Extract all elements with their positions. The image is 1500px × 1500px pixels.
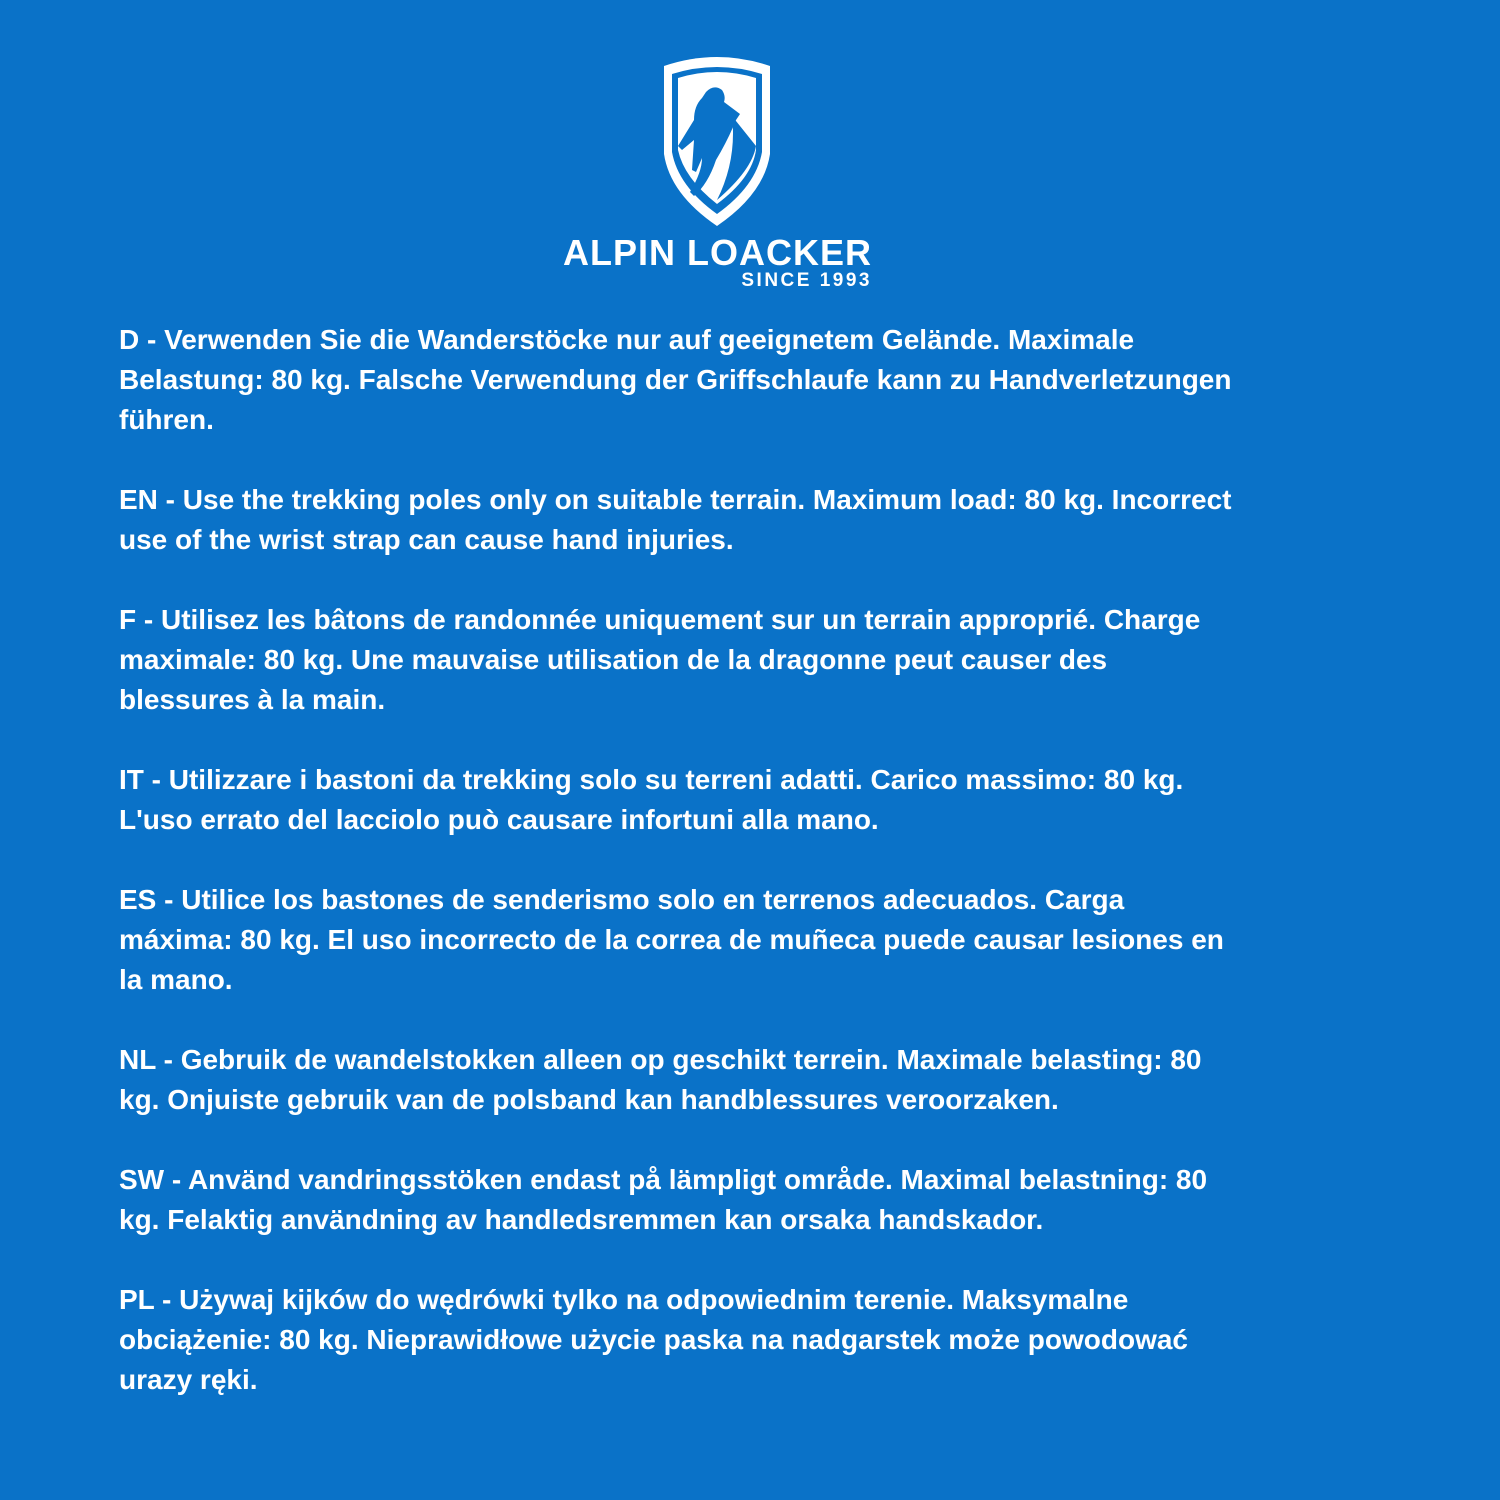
instruction-line: blessures à la main.: [119, 684, 386, 715]
instruction-paragraph: [119, 1160, 1379, 1240]
instruction-line: obciążenie: 80 kg. Nieprawidłowe użycie paska na nadgarstek może powodować: [119, 1324, 1188, 1355]
instruction-paragraph: [119, 600, 1379, 720]
instruction-line: la mano.: [119, 964, 233, 995]
instruction-line: kg. Onjuiste gebruik van de polsband kan handblessures veroorzaken.: [119, 1084, 1059, 1115]
instruction-line: NL - Gebruik de wandelstokken alleen op geschikt terrein. Maximale belasting: 80: [119, 1044, 1202, 1075]
instruction-line: D - Verwenden Sie die Wanderstöcke nur auf geeignetem Gelände. Maximale: [119, 324, 1135, 355]
brand-since: SINCE 1993: [741, 270, 872, 291]
instruction-line: use of the wrist strap can cause hand injuries.: [119, 524, 734, 555]
instruction-paragraph: [119, 760, 1379, 840]
instruction-line: kg. Felaktig användning av handledsremmen kan orsaka handskador.: [119, 1204, 1044, 1235]
instruction-line: IT - Utilizzare i bastoni da trekking solo su terreni adatti. Carico massimo: 80 kg.: [119, 764, 1184, 795]
instruction-paragraph: [119, 480, 1379, 560]
instruction-paragraph: [119, 1280, 1379, 1400]
safety-instructions: [119, 320, 1379, 1440]
brand-name: ALPIN LOACKER: [563, 232, 872, 273]
instruction-paragraph: [119, 320, 1379, 440]
instruction-line: F - Utilisez les bâtons de randonnée uniquement sur un terrain approprié. Charge: [119, 604, 1201, 635]
instruction-line: führen.: [119, 404, 214, 435]
shield-hiker-icon: [656, 54, 778, 230]
instruction-line: EN - Use the trekking poles only on suitable terrain. Maximum load: 80 kg. Incorrect: [119, 484, 1232, 515]
instruction-line: urazy ręki.: [119, 1364, 258, 1395]
instruction-line: maximale: 80 kg. Une mauvaise utilisation de la dragonne peut causer des: [119, 644, 1108, 675]
instruction-line: ES - Utilice los bastones de senderismo solo en terrenos adecuados. Carga: [119, 884, 1125, 915]
instruction-paragraph: [119, 1040, 1379, 1120]
instruction-line: Belastung: 80 kg. Falsche Verwendung der Griffschlaufe kann zu Handverletzungen: [119, 364, 1232, 395]
instruction-line: máxima: 80 kg. El uso incorrecto de la correa de muñeca puede causar lesiones en: [119, 924, 1224, 955]
instruction-line: L'uso errato del lacciolo può causare infortuni alla mano.: [119, 804, 879, 835]
instruction-line: PL - Używaj kijków do wędrówki tylko na odpowiednim terenie. Maksymalne: [119, 1284, 1129, 1315]
brand-logo: [560, 52, 880, 297]
instruction-paragraph: [119, 880, 1379, 1000]
instruction-line: SW - Använd vandringsstöken endast på lämpligt område. Maximal belastning: 80: [119, 1164, 1208, 1195]
